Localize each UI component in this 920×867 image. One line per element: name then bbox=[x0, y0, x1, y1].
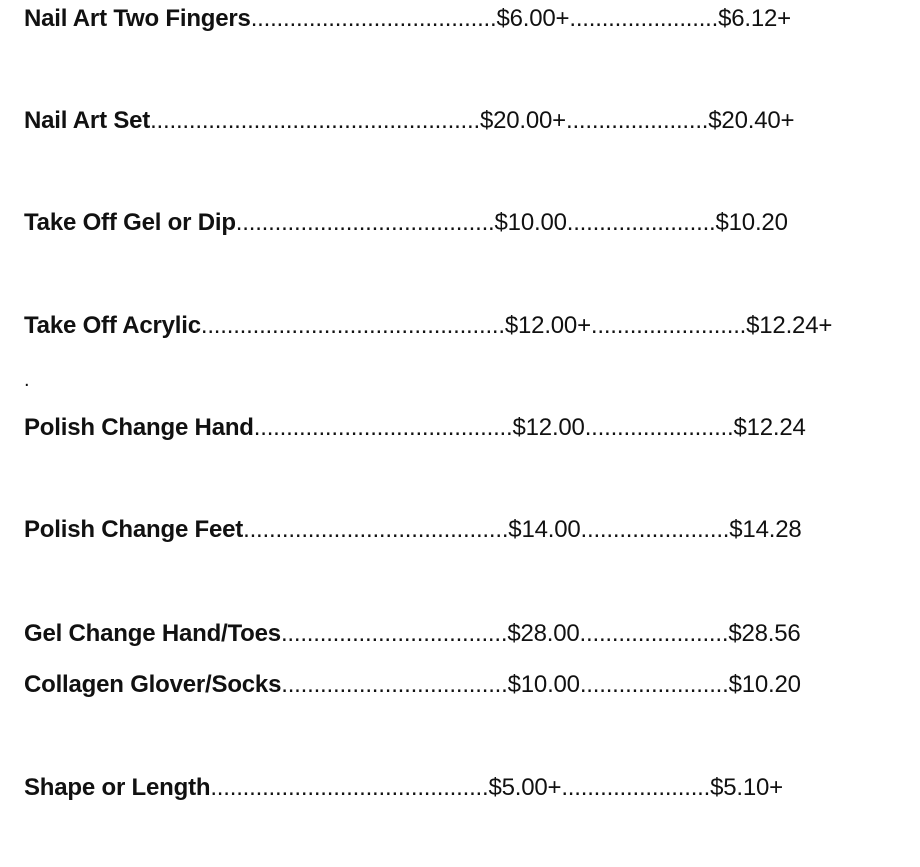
leader-dots: ......................................... bbox=[243, 516, 509, 543]
leader-dots: ....................... bbox=[584, 414, 734, 441]
price-card: $10.20 bbox=[715, 209, 788, 236]
price-card: $20.40+ bbox=[708, 107, 795, 134]
price-card: $6.12+ bbox=[718, 5, 791, 32]
menu-line bbox=[24, 669, 801, 701]
menu-line bbox=[24, 105, 794, 137]
leader-dots: ................................... bbox=[280, 620, 508, 647]
leader-dots: ........................................ bbox=[235, 209, 495, 236]
item-name: Shape or Length bbox=[24, 774, 211, 801]
item-name: Polish Change Hand bbox=[24, 414, 254, 441]
item-name: Gel Change Hand/Toes bbox=[24, 620, 281, 647]
price-regular: $28.00 bbox=[507, 620, 580, 647]
price-regular: $10.00 bbox=[507, 671, 580, 698]
menu-line bbox=[24, 412, 806, 444]
menu-line bbox=[24, 514, 802, 546]
leader-dots: ....................... bbox=[579, 620, 729, 647]
leader-dots: ....................... bbox=[561, 774, 711, 801]
price-regular: $6.00+ bbox=[496, 5, 570, 32]
price-card: $12.24 bbox=[733, 414, 806, 441]
menu-line bbox=[24, 310, 832, 342]
menu-line bbox=[24, 207, 788, 239]
price-card: $12.24+ bbox=[746, 312, 833, 339]
price-card: $10.20 bbox=[728, 671, 801, 698]
item-name: Polish Change Feet bbox=[24, 516, 244, 543]
price-card: $14.28 bbox=[729, 516, 802, 543]
price-regular: $5.00+ bbox=[488, 774, 562, 801]
leader-dots: ............................................... bbox=[200, 312, 505, 339]
price-card: $28.56 bbox=[728, 620, 801, 647]
leader-dots: ....................... bbox=[579, 671, 729, 698]
menu-line bbox=[24, 3, 791, 35]
item-name: Take Off Gel or Dip bbox=[24, 209, 236, 236]
leader-dots: ...................... bbox=[565, 107, 709, 134]
price-regular: $12.00 bbox=[512, 414, 585, 441]
leader-dots: ....................... bbox=[566, 209, 716, 236]
menu-line bbox=[24, 618, 801, 650]
item-name: Take Off Acrylic bbox=[24, 312, 201, 339]
price-regular: $12.00+ bbox=[504, 312, 591, 339]
leader-dots: ........................................ bbox=[253, 414, 513, 441]
price-regular: $10.00 bbox=[494, 209, 567, 236]
item-name: Collagen Glover/Socks bbox=[24, 671, 282, 698]
item-name: Nail Art Two Fingers bbox=[24, 5, 251, 32]
leader-dots: ...................................... bbox=[250, 5, 497, 32]
price-regular: $20.00+ bbox=[479, 107, 566, 134]
leader-dots: ....................... bbox=[580, 516, 730, 543]
leader-dots: ........................................... bbox=[210, 774, 489, 801]
leader-dots: ....................... bbox=[569, 5, 719, 32]
price-regular: $14.00 bbox=[508, 516, 581, 543]
leader-dots: ................................... bbox=[281, 671, 508, 698]
menu-line bbox=[24, 772, 783, 804]
price-card: $5.10+ bbox=[710, 774, 783, 801]
stray-dot: . bbox=[24, 369, 30, 391]
leader-dots: ................................................... bbox=[150, 107, 480, 134]
leader-dots: ........................ bbox=[590, 312, 747, 339]
item-name: Nail Art Set bbox=[24, 107, 151, 134]
